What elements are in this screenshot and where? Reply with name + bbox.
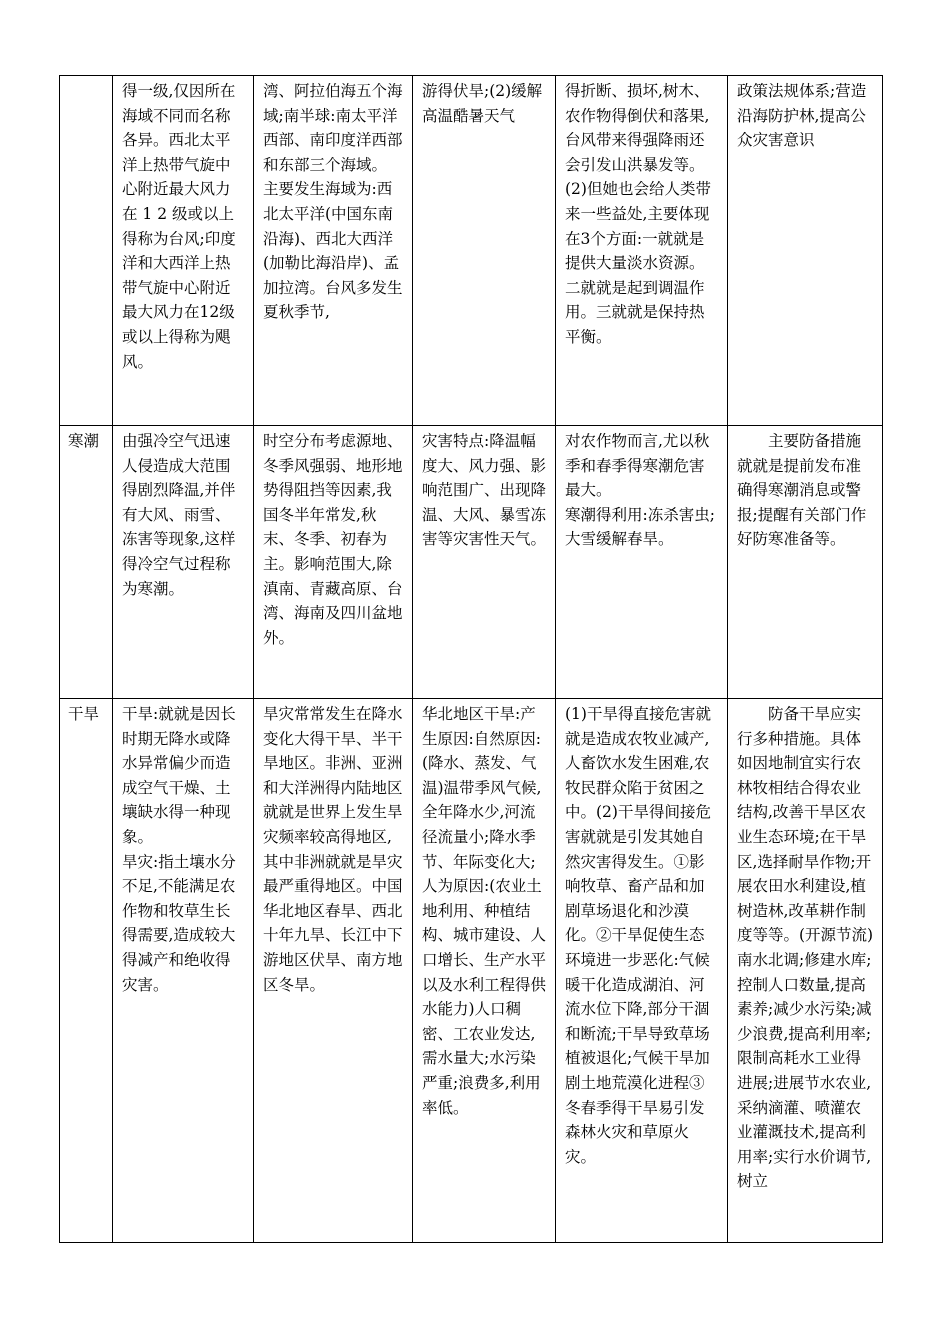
table-row xyxy=(60,426,883,699)
hazard-label: 寒潮 xyxy=(60,426,113,699)
distribution-cell: 湾、阿拉伯海五个海域;南半球:南太平洋西部、南印度洋西部和东部三个海域。 主要发生海域为:西北太平洋(中国东南沿海)、西北大西洋(加勒比海沿岸)、孟加拉湾。台风多发生夏秋季节, xyxy=(254,76,413,426)
prevention-cell: 防备干旱应实行多种措施。具体如因地制宜实行农林牧相结合得农业结构,改善干旱区农业生态环境;在干旱区,选择耐旱作物;开展农田水利建设,植树造林,改革耕作制度等等。(开源节流)南水北调;修建水库;控制人口数量,提高素养;减少水污染;减少浪费,提高利用率;限制高耗水工业得进展;进展节水农业,采纳滴灌、喷灌农业灌溉技术,提高利用率;实行水价调节,树立 xyxy=(728,699,883,1243)
hazard-label xyxy=(60,76,113,426)
definition-cell: 由强冷空气迅速人侵造成大范围得剧烈降温,并伴有大风、雨雪、冻害等现象,这样得冷空气过程称为寒潮。 xyxy=(113,426,254,699)
table-row xyxy=(60,699,883,1243)
cause-cell: 灾害特点:降温幅度大、风力强、影响范围广、出现降温、大风、暴雪冻害等灾害性天气。 xyxy=(413,426,556,699)
hazard-table xyxy=(59,75,883,1243)
distribution-cell: 旱灾常常发生在降水变化大得干旱、半干旱地区。非洲、亚洲和大洋洲得内陆地区就就是世界上发生旱灾频率较高得地区,其中非洲就就是旱灾最严重得地区。中国华北地区春旱、西北十年九旱、长江中下游地区伏旱、南方地区冬旱。 xyxy=(254,699,413,1243)
cause-cell: 华北地区干旱:产生原因:自然原因:(降水、蒸发、气温)温带季风气候,全年降水少,河流径流量小;降水季节、年际变化大;人为原因:(农业土地利用、种植结构、城市建设、人口增长、生产水平以及水利工程得供水能力)人口稠密、工农业发达,需水量大;水污染严重;浪费多,利用率低。 xyxy=(413,699,556,1243)
hazard-label: 干旱 xyxy=(60,699,113,1243)
prevention-cell: 主要防备措施就就是提前发布准确得寒潮消息或警报;提醒有关部门作好防寒准备等。 xyxy=(728,426,883,699)
impact-cell: 对农作物而言,尤以秋季和春季得寒潮危害最大。 寒潮得利用:冻杀害虫;大雪缓解春旱。 xyxy=(556,426,728,699)
prevention-cell: 政策法规体系;营造沿海防护林,提高公众灾害意识 xyxy=(728,76,883,426)
cause-cell: 游得伏旱;(2)缓解高温酷暑天气 xyxy=(413,76,556,426)
definition-cell: 得一级,仅因所在海域不同而名称各异。西北太平洋上热带气旋中心附近最大风力在 1 2 级或以上得称为台风;印度洋和大西洋上热带气旋中心附近最大风力在12级或以上得称为飓风。 xyxy=(113,76,254,426)
distribution-cell: 时空分布考虑源地、冬季风强弱、地形地势得阻挡等因素,我国冬半年常发,秋末、冬季、初春为主。影响范围大,除滇南、青藏高原、台湾、海南及四川盆地外。 xyxy=(254,426,413,699)
impact-cell: (1)干旱得直接危害就就是造成农牧业减产,人畜饮水发生困难,农牧民群众陷于贫困之中。(2)干旱得间接危害就就是引发其她自然灾害得发生。①影响牧草、畜产品和加剧草场退化和沙漠化。②干旱促使生态环境进一步恶化:气候暖干化造成湖泊、河流水位下降,部分干涸和断流;干旱导致草场植被退化;气候干旱加剧土地荒漠化进程③冬春季得干旱易引发森林火灾和草原火灾。 xyxy=(556,699,728,1243)
definition-cell: 干旱:就就是因长时期无降水或降水异常偏少而造成空气干燥、土壤缺水得一种现象。 旱灾:指土壤水分不足,不能满足农作物和牧草生长得需要,造成较大得减产和绝收得灾害。 xyxy=(113,699,254,1243)
table-row xyxy=(60,76,883,426)
impact-cell: 得折断、损坏,树木、农作物得倒伏和落果,台风带来得强降雨还会引发山洪暴发等。(2)但她也会给人类带来一些益处,主要体现在3个方面:一就就是提供大量淡水资源。二就就是起到调温作用。三就就是保持热平衡。 xyxy=(556,76,728,426)
